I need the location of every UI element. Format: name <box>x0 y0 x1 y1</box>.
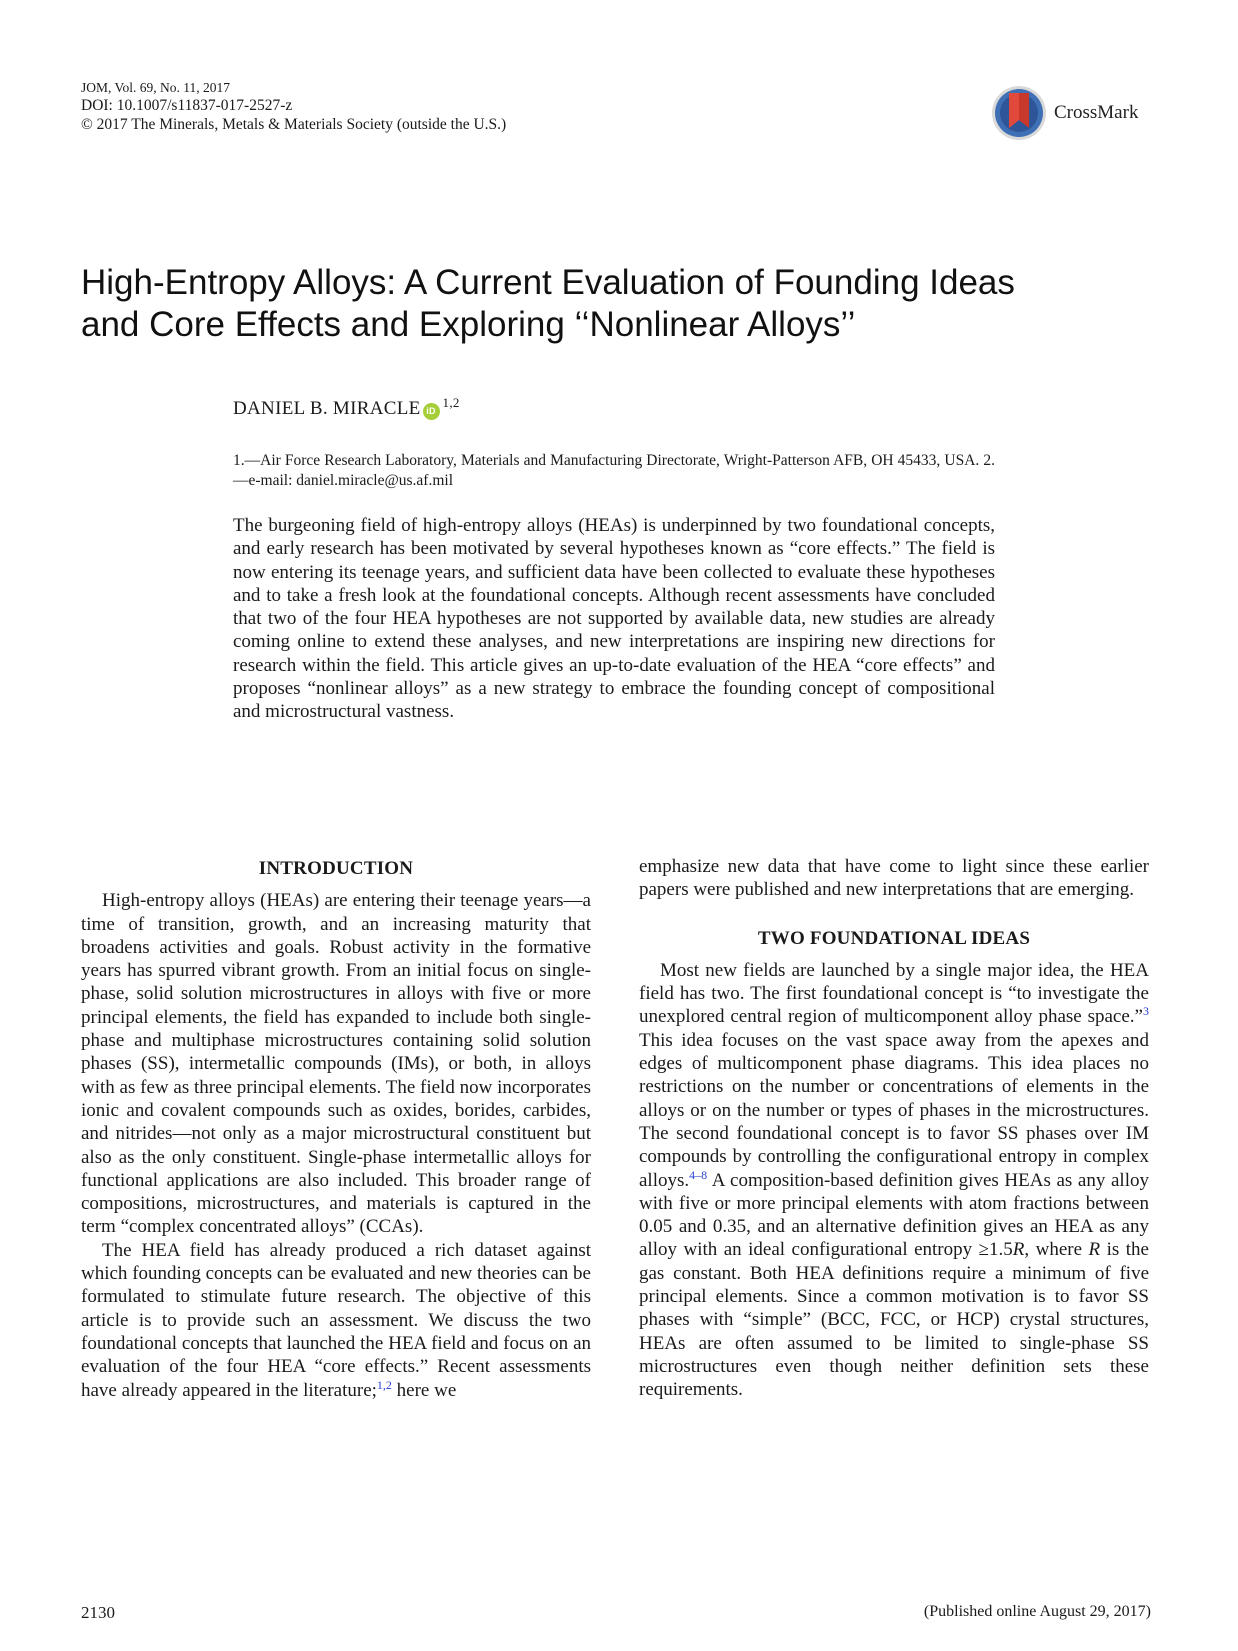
intro-paragraph-2-text: The HEA field has already produced a rich dataset against which founding concepts can be evaluated and new theories can be formulated to stimulate future research. The objective of this article is to provide such an assessment. We discuss the two foundational concepts that launched the HEA field and focus on an evaluation of the four HEA “core effects.” Recent assessments have already appeared in the literature; <box>81 1239 591 1401</box>
section-heading-foundational-ideas: TWO FOUNDATIONAL IDEAS <box>757 927 1031 949</box>
crossmark-label: CrossMark <box>1054 102 1139 123</box>
orcid-icon[interactable]: iD <box>423 403 440 420</box>
foundational-paragraph <box>639 959 1149 1402</box>
gas-constant-symbol: R <box>1012 1239 1025 1261</box>
abstract: The burgeoning field of high-entropy alloys (HEAs) is underpinned by two foundational concepts, and early research has been motivated by several hypotheses known as “core effects.” The field is now entering its teenage years, and sufficient data have been collected to evaluate these hypotheses and to take a fresh look at the foundational concepts. Although recent assessments have concluded that two of the four HEA hypotheses are not supported by available data, new studies are already coming online to extend these analyses, and new interpretations are inspiring new directions for research within the field. This article gives an up-to-date evaluation of the HEA “core effects” and proposes “nonlinear alloys” as a new strategy to embrace the founding concept of compositional and microstructural vastness. <box>233 515 995 723</box>
journal-header <box>81 80 506 134</box>
author-affiliation-refs: 1,2 <box>442 395 460 410</box>
doi[interactable]: DOI: 10.1007/s11837-017-2527-z <box>81 97 293 114</box>
intro-continuation: emphasize new data that have come to light since these earlier papers were published and new interpretations that are emerging. <box>639 856 1149 901</box>
intro-paragraph-2 <box>81 1239 591 1402</box>
page-number: 2130 <box>81 1603 115 1622</box>
crossmark-icon <box>990 84 1048 142</box>
section-heading-introduction: INTRODUCTION <box>258 858 414 879</box>
crossmark-badge[interactable] <box>990 82 1160 144</box>
foundational-text-d: , where <box>1024 1239 1089 1261</box>
affiliation: 1.—Air Force Research Laboratory, Materials and Manufacturing Directorate, Wright-Patterson AFB, OH 45433, USA. 2.—e-mail: daniel.miracle@us.af.mil <box>233 452 995 489</box>
gas-constant-symbol: R <box>1088 1239 1101 1261</box>
foundational-text-e: is the gas constant. Both HEA definitions require a minimum of five principal elements. Since a common motivation is to favor SS phases with “simple” (BCC, FCC, or HCP) crystal structures, HEAs are often assumed to be limited to single-phase SS microstructures even though neither definition sets these requirements. <box>639 1239 1149 1401</box>
left-column <box>81 857 591 1402</box>
title-line-1: High-Entropy Alloys: A Current Evaluation of Founding Ideas <box>81 263 1015 302</box>
copyright-notice: © 2017 The Minerals, Metals & Materials Society (outside the U.S.) <box>81 116 507 133</box>
title-line-2: and Core Effects and Exploring ‘‘Nonlinear Alloys’’ <box>81 305 856 344</box>
intro-paragraph-2-tail: here we <box>391 1379 457 1401</box>
citation-link[interactable]: 1,2 <box>376 1377 392 1392</box>
author-line <box>233 395 460 420</box>
journal-citation: JOM, Vol. 69, No. 11, 2017 <box>81 80 231 95</box>
foundational-text-a: Most new fields are launched by a single major idea, the HEA field has two. The first foundational concept is “to investigate the unexplored central region of multicomponent alloy phase space.” <box>639 959 1149 1028</box>
intro-paragraph-1: High-entropy alloys (HEAs) are entering their teenage years—a time of transition, growth, and an increasing maturity that broadens activities and goals. Robust activity in the formative years has spurred vibrant growth. From an initial focus on single-phase, solid solution microstructures in alloys with five or more principal elements, the field has expanded to include both single-phase and multiphase microstructures containing solid solution phases (SS), intermetallic compounds (IMs), or both, in alloys with as few as three principal elements. The field now incorporates ionic and covalent compounds such as oxides, borides, carbides, and nitrides—not only as a major microstructural constituent but also as the only constituent. Single-phase intermetallic alloys for functional applications are also included. This broader range of compositions, microstructures, and materials is captured in the term “complex concentrated alloys” (CCAs). <box>81 890 591 1238</box>
foundational-text-b: This idea focuses on the vast space away from the apexes and edges of multicomponent phase diagrams. This idea places no restrictions on the number or concentrations of elements in the alloys or on the number or types of phases in the microstructures. The second foundational concept is to favor SS phases over IM compounds by controlling the configurational entropy in complex alloys. <box>639 1029 1149 1191</box>
article-title <box>81 262 1161 346</box>
right-column <box>639 855 1149 1402</box>
author-name: DANIEL B. MIRACLE <box>233 398 421 419</box>
citation-link[interactable]: 4–8 <box>689 1167 708 1182</box>
foundational-text-c: A composition-based definition gives HEAs as any alloy with five or more principal elements with atom fractions between 0.05 and 0.35, and an alternative definition gives an HEA as any alloy with an ideal configurational entropy ≥1.5 <box>639 1169 1149 1261</box>
citation-link[interactable]: 3 <box>1143 1004 1149 1019</box>
published-date: (Published online August 29, 2017) <box>923 1603 1151 1620</box>
